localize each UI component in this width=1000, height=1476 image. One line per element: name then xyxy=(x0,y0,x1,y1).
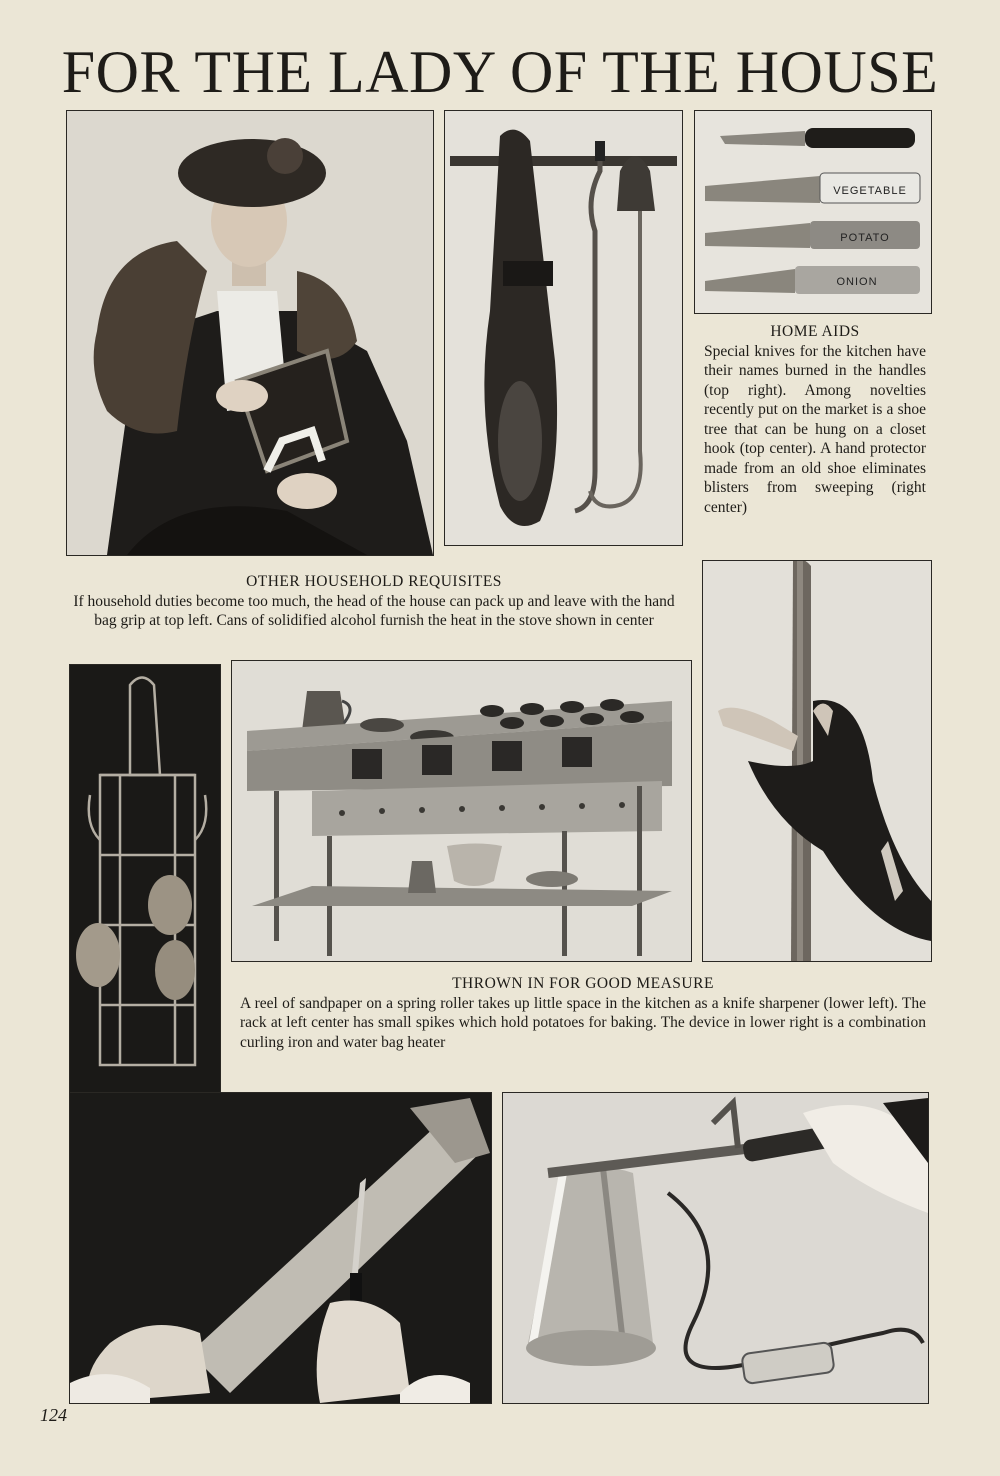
caption-heading: HOME AIDS xyxy=(770,323,860,340)
page-number: 124 xyxy=(40,1405,67,1425)
caption-body: A reel of sandpaper on a spring roller takes up little space in the kitchen as a knife sharpener (lower left). The rack at left center has small spikes which hold potatoes for baking. The device in lower right is a combination curling iron and water bag heater xyxy=(240,994,926,1051)
potato-rack-illustration xyxy=(70,665,220,1093)
knife-label-onion: ONION xyxy=(836,276,878,288)
stove-illustration xyxy=(232,661,691,961)
knife-label-vegetable: VEGETABLE xyxy=(833,185,907,197)
photo-kitchen-knives xyxy=(694,110,932,314)
photo-potato-rack xyxy=(69,664,221,1094)
caption-home-aids xyxy=(704,322,926,517)
hand-protector-illustration xyxy=(703,561,931,961)
knife-label-potato: POTATO xyxy=(840,232,890,244)
photo-hand-protector xyxy=(702,560,932,962)
knife-sharpener-illustration xyxy=(70,1093,491,1403)
photo-woman-handbag xyxy=(66,110,434,556)
photo-curling-iron-heater xyxy=(502,1092,929,1404)
photo-shoe-tree xyxy=(444,110,683,546)
caption-heading: THROWN IN FOR GOOD MEASURE xyxy=(452,975,714,992)
photo-alcohol-stove xyxy=(231,660,692,962)
page-title: FOR THE LADY OF THE HOUSE xyxy=(61,39,939,105)
caption-body: If household duties become too much, the head of the house can pack up and leave with the hand bag grip at top left. Cans of solidified alcohol furnish the heat in the stove shown in center xyxy=(73,592,675,629)
curling-iron-illustration xyxy=(503,1093,928,1403)
shoe-tree-illustration xyxy=(445,111,682,545)
knives-illustration xyxy=(695,111,931,313)
caption-other-requisites xyxy=(66,572,682,631)
caption-body: Special knives for the kitchen have their names burned in the handles (top right). Among novelties recently put on the market is a shoe tree that can be hung on a closet hook (top center). A hand protector made from an old shoe eliminates blisters from sweeping (right center) xyxy=(704,342,926,516)
caption-good-measure xyxy=(240,974,926,1052)
woman-handbag-illustration xyxy=(67,111,433,555)
caption-heading: OTHER HOUSEHOLD REQUISITES xyxy=(246,573,502,590)
photo-knife-sharpener xyxy=(69,1092,492,1404)
